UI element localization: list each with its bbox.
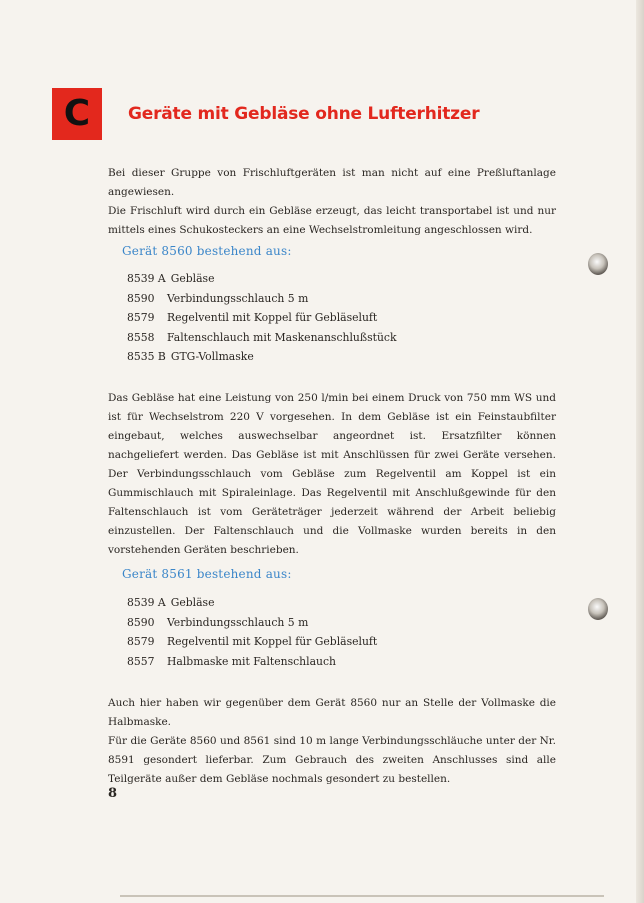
section-letter: C	[63, 93, 91, 134]
part-description: GTG-Vollmaske	[170, 350, 254, 364]
list-item	[127, 269, 397, 289]
punch-hole	[588, 253, 608, 275]
page-edge	[636, 0, 644, 903]
part-description: Regelventil mit Koppel für Gebläseluft	[167, 635, 378, 649]
section-title: Geräte mit Gebläse ohne Lufterhitzer	[128, 104, 480, 124]
list-item	[127, 613, 377, 633]
page-number: 8	[108, 786, 118, 801]
list-item	[127, 289, 397, 309]
part-number: 8535 B	[127, 350, 166, 364]
section-badge	[52, 88, 102, 140]
part-description: Verbindungsschlauch 5 m	[167, 291, 309, 305]
device-8561-parts	[127, 593, 377, 671]
part-description: Verbindungsschlauch 5 m	[167, 615, 309, 629]
punch-hole	[588, 598, 608, 620]
part-number: 8579	[127, 635, 155, 649]
list-item	[127, 632, 377, 652]
closing-line: Für die Geräte 8560 und 8561 sind 10 m lange Verbindungsschläuche unter der Nr. 8591 gesondert lieferbar. Zum Gebrauch des zweiten Anschlusses sind alle Teilgeräte außer dem Gebläse nochmals gesondert zu bestellen.	[108, 735, 556, 785]
intro-paragraph	[108, 164, 556, 240]
bottom-rule	[120, 895, 604, 897]
part-number: 8558	[127, 330, 155, 344]
part-number: 8590	[127, 291, 155, 305]
closing-paragraph	[108, 694, 556, 789]
part-description: Regelventil mit Koppel für Gebläseluft	[167, 311, 378, 325]
list-item	[127, 652, 377, 672]
intro-line: Die Frischluft wird durch ein Gebläse erzeugt, das leicht transportabel ist und nur mittels eines Schukosteckers an eine Wechselstromleitung angeschlossen wird.	[108, 205, 556, 236]
device-8561-heading: Gerät 8561 bestehend aus:	[122, 567, 292, 581]
intro-line: Bei dieser Gruppe von Frischluftgeräten ist man nicht auf eine Preßluftanlage angewiesen.	[108, 167, 556, 198]
part-number: 8557	[127, 654, 155, 668]
part-number: 8539 A	[127, 596, 166, 610]
part-number: 8539 A	[127, 272, 166, 286]
description-text: Das Gebläse hat eine Leistung von 250 l/min bei einem Druck von 750 mm WS und ist für Wechselstrom 220 V vorgesehen. In dem Gebläse ist ein Feinstaubfilter eingebaut, welches auswechselbar angeordnet ist. Ersatzfilter können nachgeliefert werden. Das Gebläse ist mit Anschlüssen für zwei Geräte versehen. Der Verbindungsschlauch vom Gebläse zum Regelventil am Koppel ist ein Gummischlauch mit Spiraleinlage. Das Regelventil mit Anschlußgewinde für den Faltenschlauch ist vom Geräteträger jederzeit während der Arbeit beliebig einzustellen. Der Faltenschlauch und die Vollmaske wurden bereits in den vorstehenden Geräten beschrieben.	[108, 392, 556, 556]
part-description: Gebläse	[170, 272, 215, 286]
device-8560-heading: Gerät 8560 bestehend aus:	[122, 244, 292, 258]
part-number: 8590	[127, 615, 155, 629]
part-description: Faltenschlauch mit Maskenanschlußstück	[167, 330, 397, 344]
part-number: 8579	[127, 311, 155, 325]
device-8560-parts	[127, 269, 397, 367]
list-item	[127, 593, 377, 613]
closing-line: Auch hier haben wir gegenüber dem Gerät 8560 nur an Stelle der Vollmaske die Halbmaske.	[108, 697, 556, 728]
part-description: Gebläse	[170, 596, 215, 610]
list-item	[127, 328, 397, 348]
list-item	[127, 347, 397, 367]
description-paragraph	[108, 389, 556, 560]
list-item	[127, 308, 397, 328]
part-description: Halbmaske mit Faltenschlauch	[167, 654, 336, 668]
